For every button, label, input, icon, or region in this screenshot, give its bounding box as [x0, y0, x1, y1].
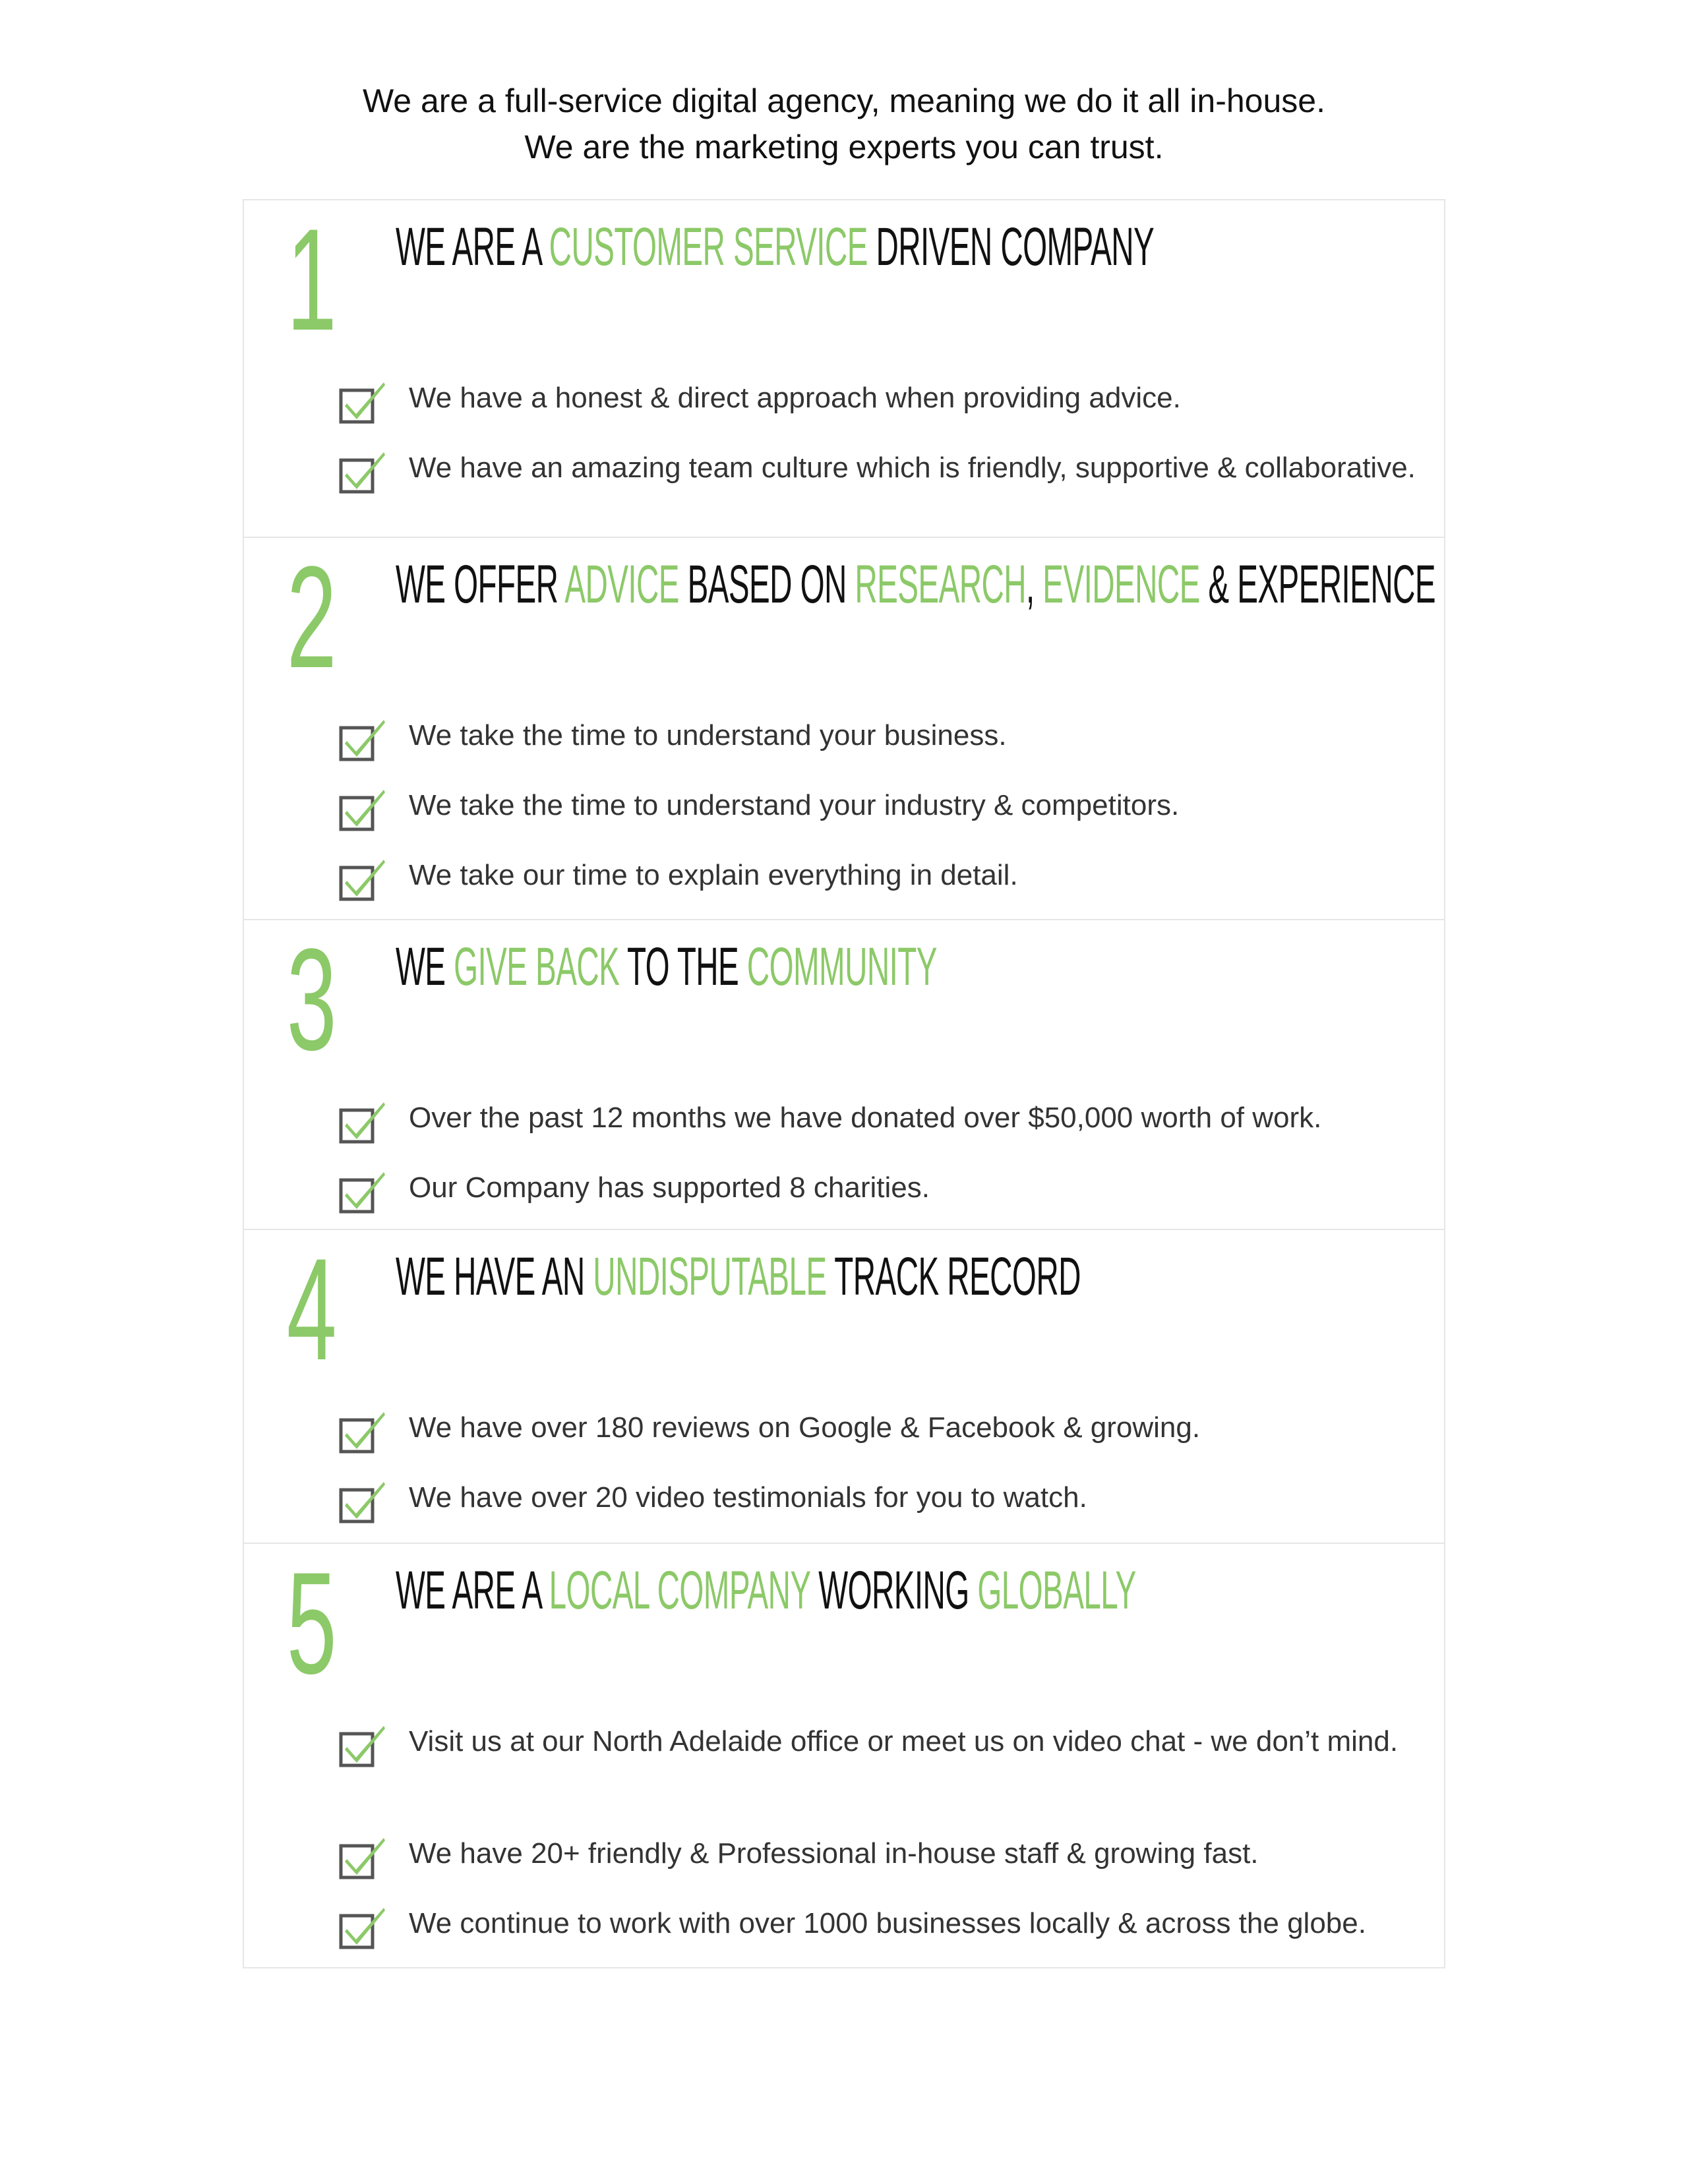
title-highlight: EVIDENCE [1042, 554, 1200, 614]
title-text: WE ARE A [396, 1560, 549, 1620]
section-title [396, 937, 937, 997]
title-text: TO THE [619, 937, 747, 997]
reason-section-1 [244, 200, 1444, 537]
title-text: TRACK RECORD [826, 1247, 1081, 1307]
title-text: WE [396, 937, 454, 997]
title-text: , [1026, 554, 1043, 614]
checkbox-checked-icon [339, 717, 388, 763]
section-number: 3 [286, 918, 337, 1080]
title-text: WE HAVE AN [396, 1247, 593, 1307]
checklist-item [339, 1903, 1418, 1944]
section-title [396, 218, 1154, 277]
reason-section-4 [244, 1229, 1444, 1543]
checkbox-checked-icon [339, 380, 388, 426]
section-title [396, 555, 1435, 614]
checklist-item-text: We have over 20 video testimonials for you to watch. [409, 1481, 1087, 1514]
checklist-item [339, 854, 1418, 896]
title-text: & EXPERIENCE [1199, 554, 1436, 614]
checkbox-checked-icon [339, 1409, 388, 1456]
section-title [396, 1561, 1136, 1620]
checkbox-checked-icon [339, 450, 388, 496]
checklist-item-text: Our Company has supported 8 charities. [409, 1171, 930, 1204]
checklist-item [339, 784, 1418, 826]
section-title [396, 1247, 1081, 1307]
title-highlight: UNDISPUTABLE [593, 1247, 827, 1307]
title-highlight: CUSTOMER SERVICE [549, 217, 868, 277]
title-text: WE OFFER [396, 554, 565, 614]
section-number: 2 [286, 536, 337, 698]
title-text: BASED ON [678, 554, 855, 614]
title-highlight: ADVICE [564, 554, 679, 614]
checkbox-checked-icon [339, 1835, 388, 1881]
section-number: 4 [286, 1228, 337, 1390]
checklist-item-text: We continue to work with over 1000 businesses locally & across the globe. [409, 1907, 1366, 1939]
intro-line-1: We are a full-service digital agency, meaning we do it all in-house. [362, 82, 1325, 119]
checklist-item [339, 1167, 1418, 1208]
checklist-item-text: Visit us at our North Adelaide office or meet us on video chat - we don’t mind. [409, 1725, 1399, 1757]
reasons-panel [243, 199, 1445, 1968]
title-text: WORKING [810, 1560, 978, 1620]
title-highlight: GIVE BACK [454, 937, 620, 997]
reason-section-5 [244, 1543, 1444, 1970]
title-highlight: RESEARCH [855, 554, 1027, 614]
intro-line-2: We are the marketing experts you can trust. [524, 129, 1164, 165]
title-highlight: COMMUNITY [746, 937, 937, 997]
checklist-item-text: We take our time to explain everything in detail. [409, 859, 1018, 891]
checkbox-checked-icon [339, 787, 388, 833]
checkbox-checked-icon [339, 1723, 388, 1769]
checklist-item-text: We take the time to understand your industry & competitors. [409, 789, 1180, 821]
checklist-item [339, 1721, 1418, 1762]
title-highlight: GLOBALLY [977, 1560, 1136, 1620]
section-number: 5 [286, 1542, 337, 1704]
checklist-item [339, 447, 1418, 488]
checklist-item-text: We have 20+ friendly & Professional in-house staff & growing fast. [409, 1837, 1259, 1870]
checklist-item [339, 1833, 1418, 1874]
reason-section-3 [244, 919, 1444, 1229]
checkbox-checked-icon [339, 1905, 388, 1951]
title-text: DRIVEN COMPANY [867, 217, 1155, 277]
checklist-item [339, 1407, 1418, 1448]
checklist-item [339, 377, 1418, 419]
checkbox-checked-icon [339, 1479, 388, 1525]
checklist-item-text: We have an amazing team culture which is friendly, supportive & collaborative. [409, 452, 1416, 484]
checklist-item-text: We take the time to understand your business. [409, 719, 1007, 752]
checklist-item-text: We have a honest & direct approach when providing advice. [409, 382, 1181, 414]
title-highlight: LOCAL COMPANY [549, 1560, 810, 1620]
checkbox-checked-icon [339, 857, 388, 903]
title-text: WE ARE A [396, 217, 549, 277]
checklist-item-text: We have over 180 reviews on Google & Facebook & growing. [409, 1411, 1201, 1444]
checklist-item [339, 1097, 1418, 1138]
checkbox-checked-icon [339, 1169, 388, 1216]
checklist-item-text: Over the past 12 months we have donated over $50,000 worth of work. [409, 1102, 1322, 1134]
section-number: 1 [286, 198, 337, 361]
checklist-item [339, 1477, 1418, 1518]
reason-section-2 [244, 537, 1444, 919]
checkbox-checked-icon [339, 1100, 388, 1146]
intro-text [0, 78, 1688, 170]
checklist-item [339, 715, 1418, 756]
